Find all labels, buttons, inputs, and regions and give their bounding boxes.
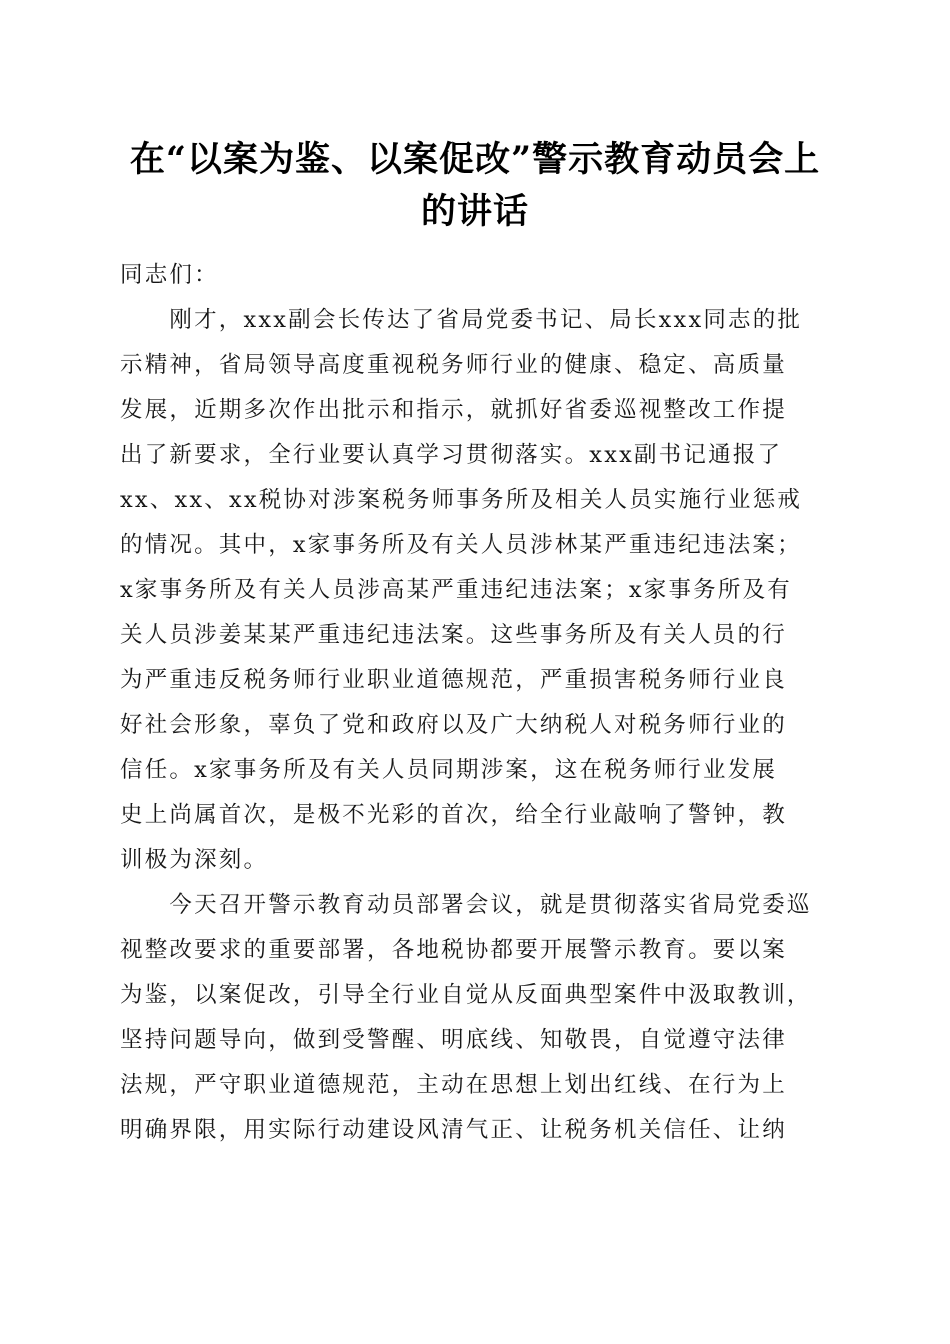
- paragraph-line: 发展，近期多次作出批示和指示，就抓好省委巡视整改工作提: [120, 397, 787, 423]
- paragraph-line: 今天召开警示教育动员部署会议，就是贯彻落实省局党委巡: [120, 892, 812, 918]
- paragraph-2: [120, 883, 832, 1153]
- paragraph-line: 出了新要求，全行业要认真学习贯彻落实。xxx副书记通报了: [120, 442, 783, 468]
- paragraph-line: 史上尚属首次，是极不光彩的首次，给全行业敲响了警钟，教: [120, 802, 787, 828]
- paragraph-line: 视整改要求的重要部署，各地税协都要开展警示教育。要以案: [120, 937, 787, 963]
- paragraph-line: 为鉴，以案促改，引导全行业自觉从反面典型案件中汲取教训，: [120, 982, 812, 1008]
- paragraph-line: 好社会形象，辜负了党和政府以及广大纳税人对税务师行业的: [120, 712, 787, 738]
- paragraph-line: x家事务所及有关人员涉高某严重违纪违法案；x家事务所及有: [120, 577, 792, 603]
- paragraph-line: 的情况。其中，x家事务所及有关人员涉林某严重违纪违法案；: [120, 532, 802, 558]
- paragraph-line: 明确界限，用实际行动建设风清气正、让税务机关信任、让纳: [120, 1117, 787, 1143]
- title-line-2: 的讲话: [420, 191, 529, 232]
- title-line-1: 在“以案为鉴、以案促改”警示教育动员会上: [129, 139, 821, 180]
- paragraph-line: 训极为深刻。: [120, 847, 269, 873]
- paragraph-line: 信任。x家事务所及有关人员同期涉案，这在税务师行业发展: [120, 757, 778, 783]
- salutation: 同志们：: [120, 262, 219, 288]
- paragraph-line: 示精神，省局领导高度重视税务师行业的健康、稳定、高质量: [120, 352, 787, 378]
- paragraph-line: xx、xx、xx税协对涉案税务师事务所及相关人员实施行业惩戒: [120, 487, 803, 513]
- paragraph-line: 关人员涉姜某某严重违纪违法案。这些事务所及有关人员的行: [120, 622, 787, 648]
- speech-body: [120, 253, 832, 1153]
- paragraph-line: 坚持问题导向，做到受警醒、明底线、知敬畏，自觉遵守法律: [120, 1027, 787, 1053]
- paragraph-line: 法规，严守职业道德规范，主动在思想上划出红线、在行为上: [120, 1072, 787, 1098]
- paragraph-1: [120, 298, 832, 883]
- paragraph-line: 刚才，xxx副会长传达了省局党委书记、局长xxx同志的批: [120, 307, 803, 333]
- document-title: [110, 134, 840, 238]
- paragraph-line: 为严重违反税务师行业职业道德规范，严重损害税务师行业良: [120, 667, 787, 693]
